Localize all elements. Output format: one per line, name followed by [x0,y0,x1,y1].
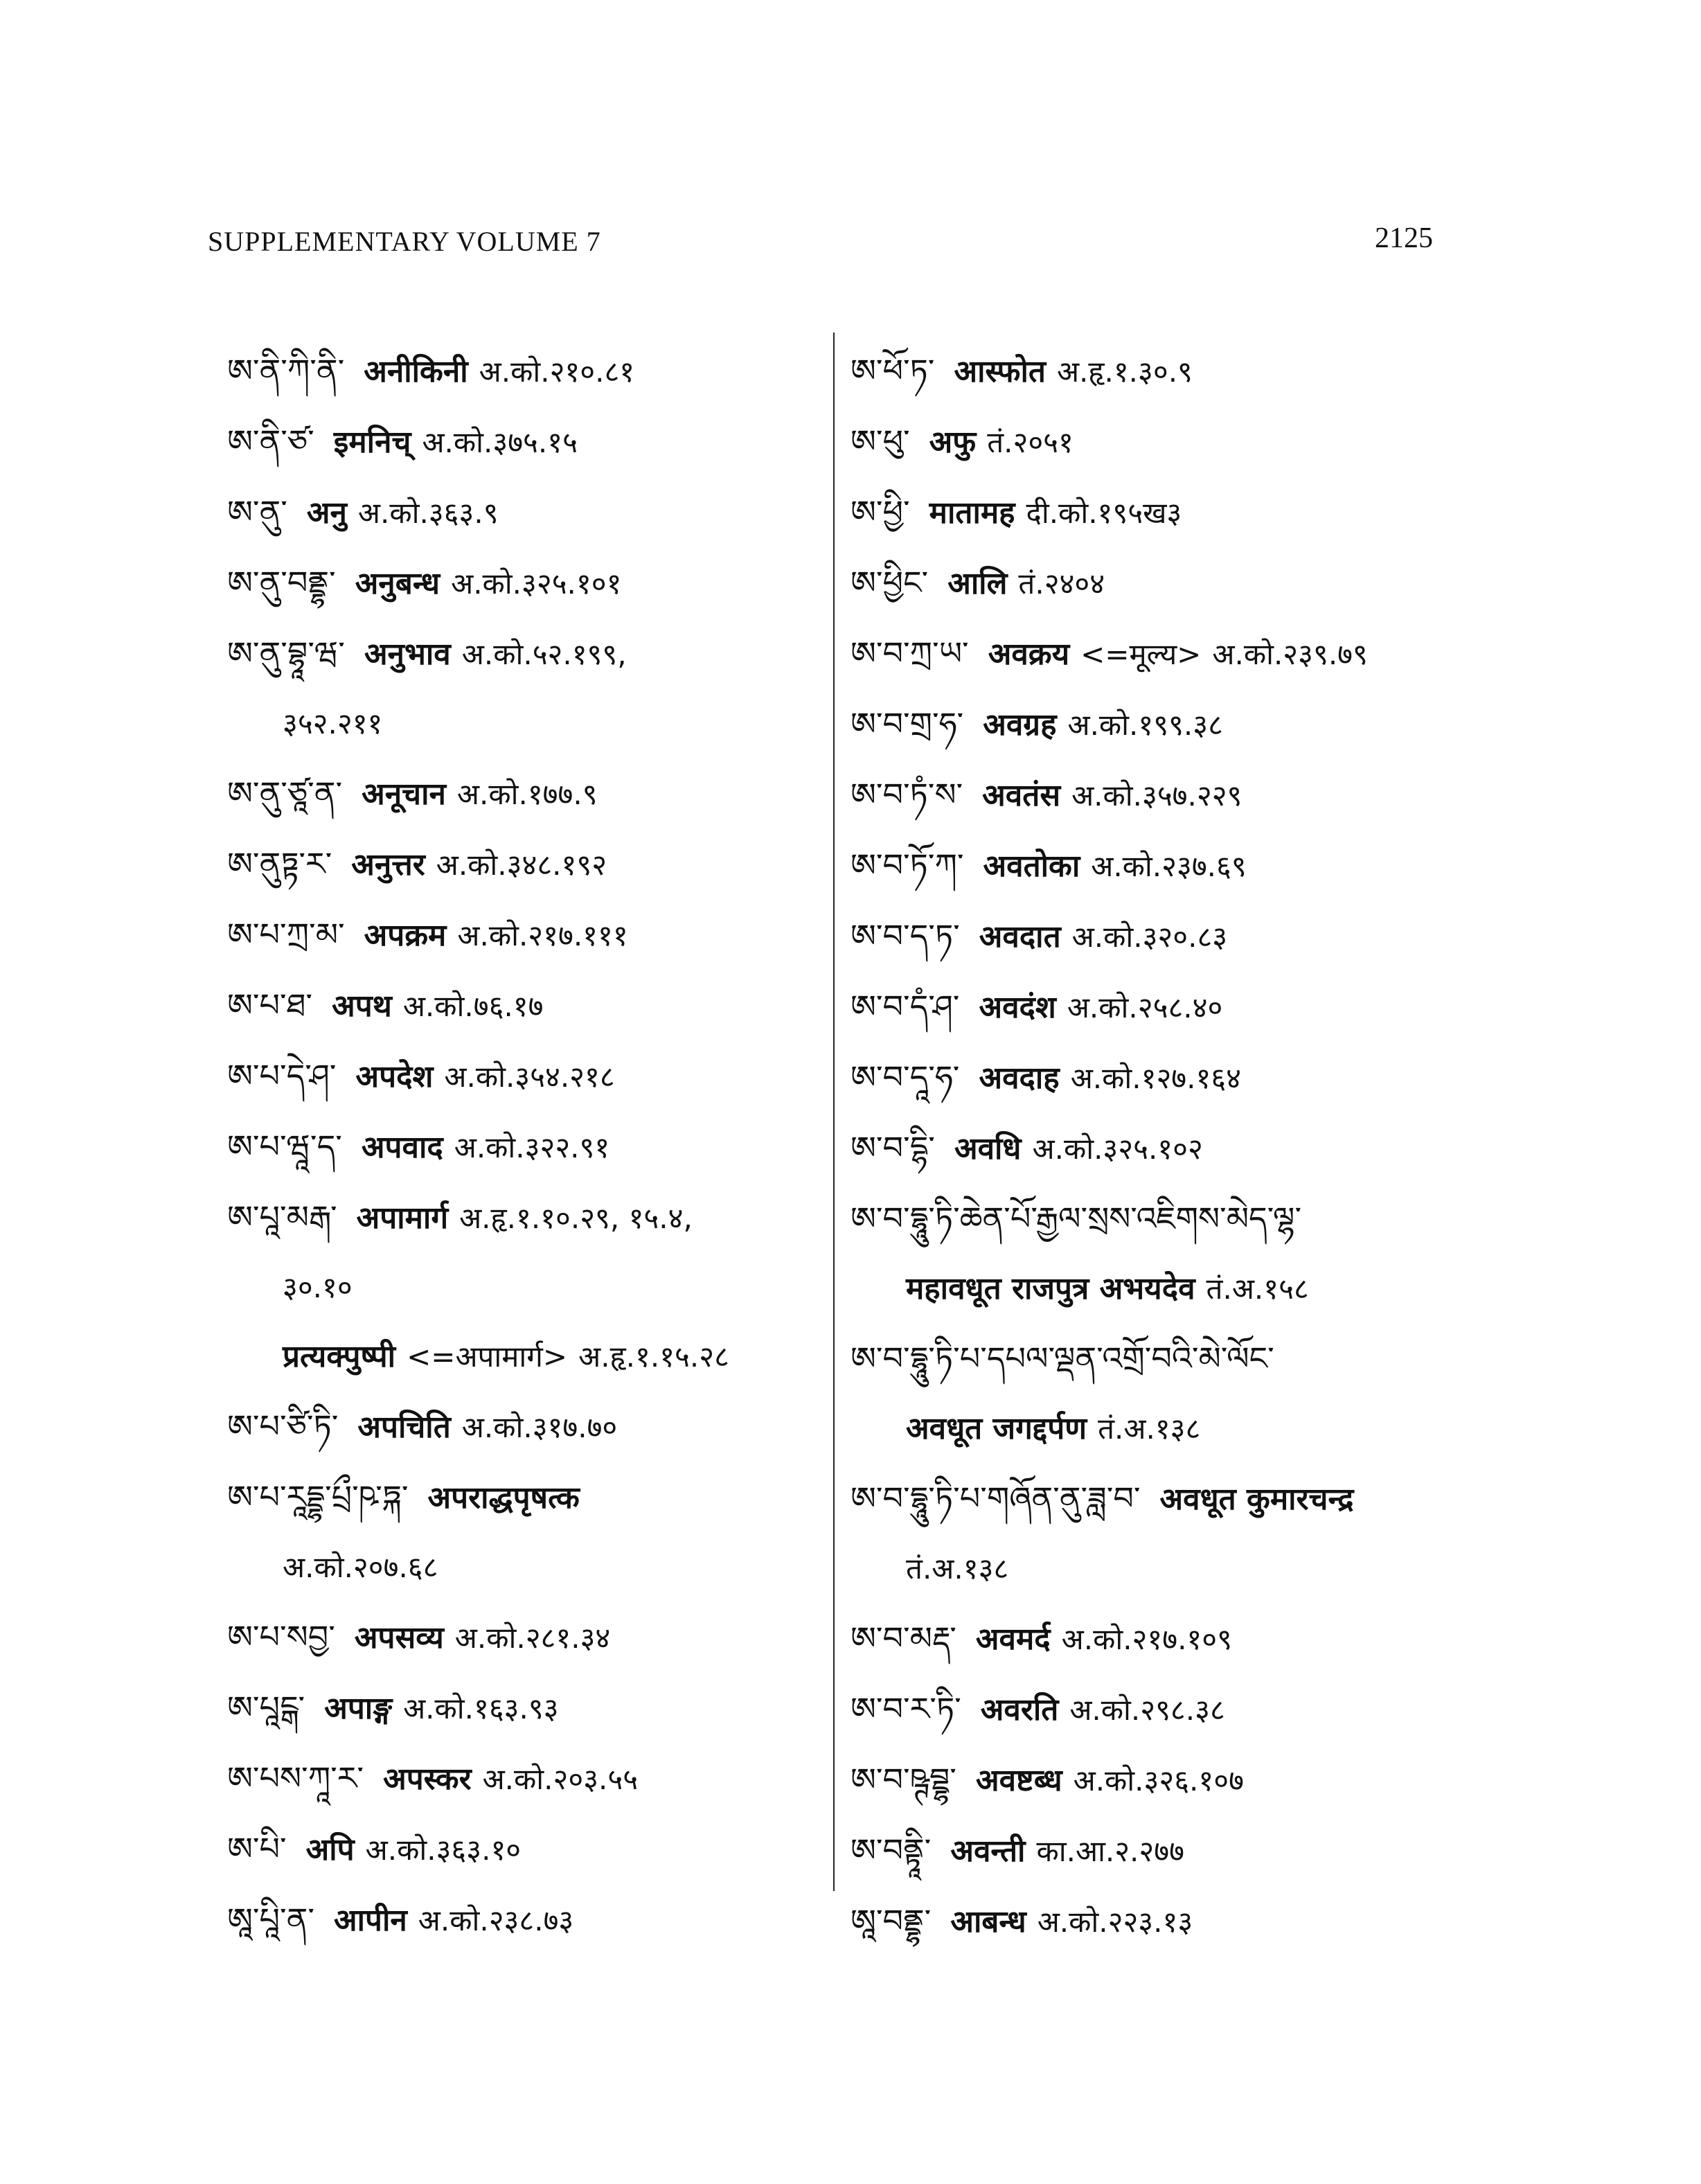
entry-line [227,1112,816,1182]
tibetan-headword: ཨ་ནུཏྟ་ར་ [227,845,332,882]
tibetan-headword: ཨ་ཕུ་ [850,423,910,460]
sanskrit-equivalent: अवदंश [979,990,1056,1025]
sanskrit-equivalent: अपस्कर [383,1761,472,1797]
dictionary-entry [850,1745,1460,1815]
sanskrit-equivalent: अपवाद [361,1130,443,1165]
sanskrit-equivalent: अनुभाव [364,637,451,672]
dictionary-entry [227,619,816,758]
tibetan-headword: ཨ་བ་ཥྚབྡྷ་ [850,1761,956,1798]
tibetan-headword: ཨ་བནྟཱི་ [850,1831,932,1869]
sanskrit-equivalent: अवधूत जगद्दर्पण [906,1411,1087,1446]
sanskrit-equivalent: अवग्रह [983,707,1057,743]
source-reference: अ.को.२९८.३८ [1069,1693,1225,1727]
tibetan-headword: ཨ་ནི་ཀི་ནི་ [227,352,345,389]
entry-line [850,1815,1460,1886]
dictionary-entry [227,1182,816,1322]
sanskrit-equivalent: अवन्ती [950,1834,1026,1869]
sanskrit-equivalent: अनीकिनी [364,354,468,389]
tibetan-headword: ཨ་ཕོ་ཏ་ [850,352,935,389]
dictionary-entry [850,1184,1460,1324]
source-reference: अ.को.२१०.८१ [479,355,635,389]
entry-line [227,1814,816,1885]
source-reference: का.आ.२.२७७ [1036,1834,1184,1868]
source-reference: अ.को.३२५.१०१ [451,567,622,601]
dictionary-entry [850,477,1460,548]
entry-line [227,1182,816,1253]
entry-line [227,829,816,900]
dictionary-entry [850,548,1460,619]
source-reference-continued: तं.अ.१३८ [906,1552,1009,1586]
tibetan-headword: ཨ་པ་སབྱ་ [227,1618,335,1655]
page-number: 2125 [1375,222,1433,254]
tibetan-headword: ཨ་པ་ཝཱ་ད་ [227,1128,342,1165]
entry-line [850,1886,1460,1957]
entry-line [850,407,1460,477]
dictionary-entry [227,336,816,407]
sanskrit-equivalent: अवरति [980,1692,1059,1728]
tibetan-headword: ཨ་པ་ཀྲ་མ་ [227,916,345,953]
sanskrit-equivalent: अवमर्द [975,1622,1051,1657]
dictionary-entry [227,477,816,548]
entry-line [227,1673,816,1743]
tibetan-headword: ཨ་པི་ [227,1830,287,1867]
dictionary-entry [850,1886,1460,1957]
tibetan-headword: ཨ་བ་དཱ་ཧ་ [850,1058,960,1096]
tibetan-headword: ཨ་བ་དྷི་ [850,1129,935,1166]
entry-line [850,1184,1460,1254]
dictionary-entry [227,1885,816,1955]
right-column [850,336,1460,1957]
sanskrit-equivalent: आबन्ध [950,1904,1026,1939]
dictionary-entry [850,619,1460,689]
tibetan-headword: ཨ་པ་ཐ་ [227,986,313,1024]
source-reference: अ.को.५२.१९९, [461,637,627,671]
column-divider [833,332,835,1891]
sanskrit-equivalent: अपाङ्ग [324,1691,393,1726]
entry-line [850,1042,1460,1113]
tibetan-headword: ཨ་པ་རཱདྡྷ་པྲྀ་ཥ་ཏྐ་ [227,1478,409,1516]
tibetan-headword: ཨ་བ་ཀྲ་ཡ་ [850,634,969,672]
sanskrit-equivalent: आस्फोत [954,354,1046,389]
source-reference: अ.को.३५७.२२९ [1071,779,1243,813]
sanskrit-equivalent: आलि [947,566,1008,601]
dictionary-entry [227,1673,816,1743]
tibetan-headword: ཨ་པ་དེ་ཤ་ [227,1057,337,1094]
entry-continuation-line [227,1253,816,1322]
tibetan-headword: ཨ་པས་ཀཱ་ར་ [227,1759,364,1797]
dictionary-entry [227,407,816,477]
source-reference: अ.को.२५८.४० [1067,991,1223,1024]
sanskrit-equivalent: अपामार्ग [356,1200,449,1236]
entry-line [227,1885,816,1955]
sanskrit-equivalent: अवधूत कुमारचन्द्र [1159,1482,1354,1517]
entry-line [227,1041,816,1112]
source-reference: अ.को.३६३.९ [357,496,499,530]
tibetan-headword: ཨ་པཱངྒ་ [227,1689,305,1726]
sanskrit-equivalent: अवदाह [979,1060,1060,1096]
cross-reference-note: <=अपामार्ग> [407,1340,568,1374]
sanskrit-equivalent: अफु [929,425,977,460]
entry-line [850,1674,1460,1745]
dictionary-entry [227,1743,816,1814]
tibetan-headword: ཨ་པ་ཙི་ཏི་ [227,1408,339,1445]
entry-line [227,900,816,970]
sanskrit-equivalent: अपचिति [357,1410,451,1445]
entry-line [227,758,816,829]
tibetan-headword: ཨ་བ་ཏཾ་ས་ [850,776,963,813]
entry-line [850,760,1460,831]
dictionary-entry [850,1042,1460,1113]
entry-line [850,1604,1460,1674]
entry-continuation-line [227,1533,816,1602]
sanskrit-equivalent: प्रत्यक्पुष्पी [283,1339,396,1374]
dictionary-entry [227,1814,816,1885]
sanskrit-equivalent: अपसव्य [354,1620,444,1655]
dictionary-entry [850,760,1460,831]
tibetan-headword: ཨ་བ་གྲ་ཧ་ [850,705,964,743]
left-column [227,336,816,1955]
source-reference: अ.को.१७७.९ [456,777,598,811]
dictionary-entry [850,1464,1460,1604]
tibetan-headword: ཨ་ནུ་ [227,493,287,531]
entry-continuation-line [850,1254,1460,1324]
tibetan-headword: ཨ་བ་ར་ཏི་ [850,1690,961,1728]
sanskrit-equivalent: अवक्रय [988,637,1070,672]
tibetan-headword: ཨ་ཕྱིང་ [850,564,929,601]
tibetan-headword: ཨ་བ་དྷཱུ་ཏི་པ་གཞོན་ནུ་ཟླ་བ་ [850,1480,1141,1517]
source-reference: अ.को.१६३.९३ [403,1692,559,1725]
dictionary-entry [227,1322,816,1392]
dictionary-entry [227,1602,816,1673]
source-reference: अ.हृ.१.१५.२८ [578,1340,729,1374]
entry-line [227,548,816,619]
source-reference: अ.को.२३८.७३ [418,1903,574,1937]
source-reference: अ.को.३५४.२१८ [444,1060,615,1094]
entry-line [227,1602,816,1673]
source-reference: दी.को.१९५ख३ [1026,496,1182,530]
entry-line [227,1462,816,1533]
source-reference: अ.को.२०३.५५ [482,1762,639,1796]
dictionary-entry [850,972,1460,1042]
dictionary-entry [227,1392,816,1462]
tibetan-headword: ཨཱ་བནྡྷ་ [850,1902,932,1939]
cross-reference-note: <=मूल्य> [1080,637,1202,671]
sanskrit-equivalent: अपराद्धपृषत्क [427,1480,580,1516]
dictionary-entry [227,758,816,829]
entry-line [850,972,1460,1042]
tibetan-headword: ཨ་བ་དཾ་ཤ་ [850,988,960,1025]
source-reference-continued: ३५२.२११ [283,707,383,740]
entry-line [227,407,816,477]
source-reference: अ.को.२३९.७९ [1212,637,1368,671]
sanskrit-equivalent: महावधूत राजपुत्र अभयदेव [906,1271,1195,1306]
dictionary-entry [850,407,1460,477]
entry-line [227,1743,816,1814]
dictionary-entry [850,1324,1460,1464]
tibetan-headword: ཨ་ནུ་བནྡྷ་ [227,564,336,601]
entry-line [850,1113,1460,1184]
source-reference: अ.को.३२६.१०७ [1073,1764,1244,1797]
dictionary-entry [227,1462,816,1602]
source-reference: तं.अ.१५८ [1206,1272,1309,1306]
entry-line [227,336,816,407]
source-reference: अ.हृ.१.१०.२९, १५.४, [459,1201,693,1235]
entry-line [227,970,816,1041]
source-reference: अ.को.२१७.१११ [457,918,628,952]
tibetan-headword: ཨ་བ་དྷཱུ་ཏི་ཆེན་པོ་རྒྱལ་སྲས་འཇིགས་མེད་ལྷ་ [850,1200,1302,1237]
dictionary-entry [850,1604,1460,1674]
tibetan-headword: ཨ་བ་ཏོ་ཀ་ [850,846,964,884]
dictionary-entry [227,548,816,619]
sanskrit-equivalent: अवधि [954,1131,1022,1166]
dictionary-entry [850,1815,1460,1886]
tibetan-headword: ཨ་ཕྱི་ [850,493,910,531]
source-reference: अ.को.२३७.६९ [1091,849,1247,883]
source-reference: अ.को.१२७.१६४ [1070,1061,1242,1095]
entry-line [850,1324,1460,1394]
entry-line [850,477,1460,548]
entry-continuation-line [850,1394,1460,1464]
entry-line [227,619,816,689]
source-reference: अ.को.३२०.८३ [1071,920,1228,954]
sanskrit-equivalent: अवष्टब्ध [975,1763,1062,1798]
dictionary-entry [850,1113,1460,1184]
sanskrit-equivalent: अवतोका [983,849,1080,884]
sanskrit-equivalent: इमनिच् [333,425,411,460]
source-reference: तं.अ.१३८ [1098,1412,1201,1446]
source-reference: अ.को.३२२.९१ [454,1130,610,1164]
tibetan-headword: ཨ་པཱ་མརྒ་ [227,1198,337,1236]
entry-line [850,1745,1460,1815]
source-reference: अ.को.३२५.१०२ [1032,1132,1203,1166]
sanskrit-equivalent: अनुत्तर [351,847,425,882]
tibetan-headword: ཨཱ་པཱི་ན་ [227,1901,314,1938]
tibetan-headword: ཨ་བ་དྷཱུ་ཏི་པ་དཔལ་ལྡན་འགྲོ་བའི་མེ་ལོང་ [850,1340,1274,1377]
tibetan-headword: ཨ་བ་མརྡ་ [850,1619,956,1657]
running-head: SUPPLEMENTARY VOLUME 7 [208,226,601,257]
dictionary-entry [850,1674,1460,1745]
dictionary-entry [227,1041,816,1112]
sanskrit-equivalent: अनु [306,495,347,531]
entry-line [850,548,1460,619]
source-reference: अ.को.३१७.७० [461,1410,618,1444]
source-reference: तं.२४०४ [1018,567,1105,601]
source-reference: अ.को.२८१.३४ [454,1621,611,1655]
sanskrit-equivalent: अनुबन्ध [355,566,440,601]
sanskrit-equivalent: अपथ [332,988,392,1024]
sanskrit-equivalent: अपदेश [355,1059,434,1094]
source-reference: अ.को.१९९.३८ [1067,708,1223,742]
entry-line [227,477,816,548]
source-reference: अ.को.३४८.१९२ [436,848,607,882]
sanskrit-equivalent: आपीन [334,1903,407,1938]
entry-line [850,901,1460,972]
entry-line [227,1392,816,1462]
sanskrit-equivalent: मातामह [929,495,1015,531]
tibetan-headword: ཨ་ནི་ཙ་ [227,423,314,460]
sanskrit-equivalent: अनूचान [362,776,446,812]
dictionary-entry [850,689,1460,760]
source-reference: अ.को.३७५.१५ [422,425,578,459]
entry-continuation-line [227,689,816,758]
entry-line [850,619,1460,689]
sanskrit-equivalent: अपि [305,1832,355,1867]
source-reference: अ.हृ.१.३०.९ [1056,355,1193,389]
dictionary-entry [850,901,1460,972]
tibetan-headword: ཨ་བ་ད་ཏ་ [850,917,960,955]
tibetan-headword: ཨ་ནུ་ཙཱ་ན་ [227,774,343,812]
dictionary-entry [227,970,816,1041]
sanskrit-equivalent: अवदात [979,919,1061,955]
entry-line [850,1464,1460,1534]
entry-line [850,831,1460,901]
sanskrit-equivalent: अपक्रम [364,918,447,953]
entry-line [227,1322,816,1392]
source-reference: तं.२०५१ [987,425,1074,459]
dictionary-entry [227,829,816,900]
sanskrit-equivalent: अवतंस [982,778,1061,813]
source-reference-continued: ३०.१० [283,1270,353,1304]
source-reference: अ.को.२२३.१३ [1037,1905,1193,1939]
source-reference-continued: अ.को.२०७.६८ [283,1550,438,1584]
dictionary-entry [850,336,1460,407]
dictionary-entry [227,1112,816,1182]
tibetan-headword: ཨ་ནུ་བྷཱ་ཝ་ [227,634,345,672]
entry-line [850,336,1460,407]
dictionary-entry [227,900,816,970]
dictionary-entry [850,831,1460,901]
source-reference: अ.को.२१७.१०९ [1061,1622,1232,1656]
source-reference: अ.को.३६३.१० [365,1833,522,1867]
entry-continuation-line [850,1534,1460,1604]
entry-line [850,689,1460,760]
source-reference: अ.को.७६.१७ [402,989,544,1023]
